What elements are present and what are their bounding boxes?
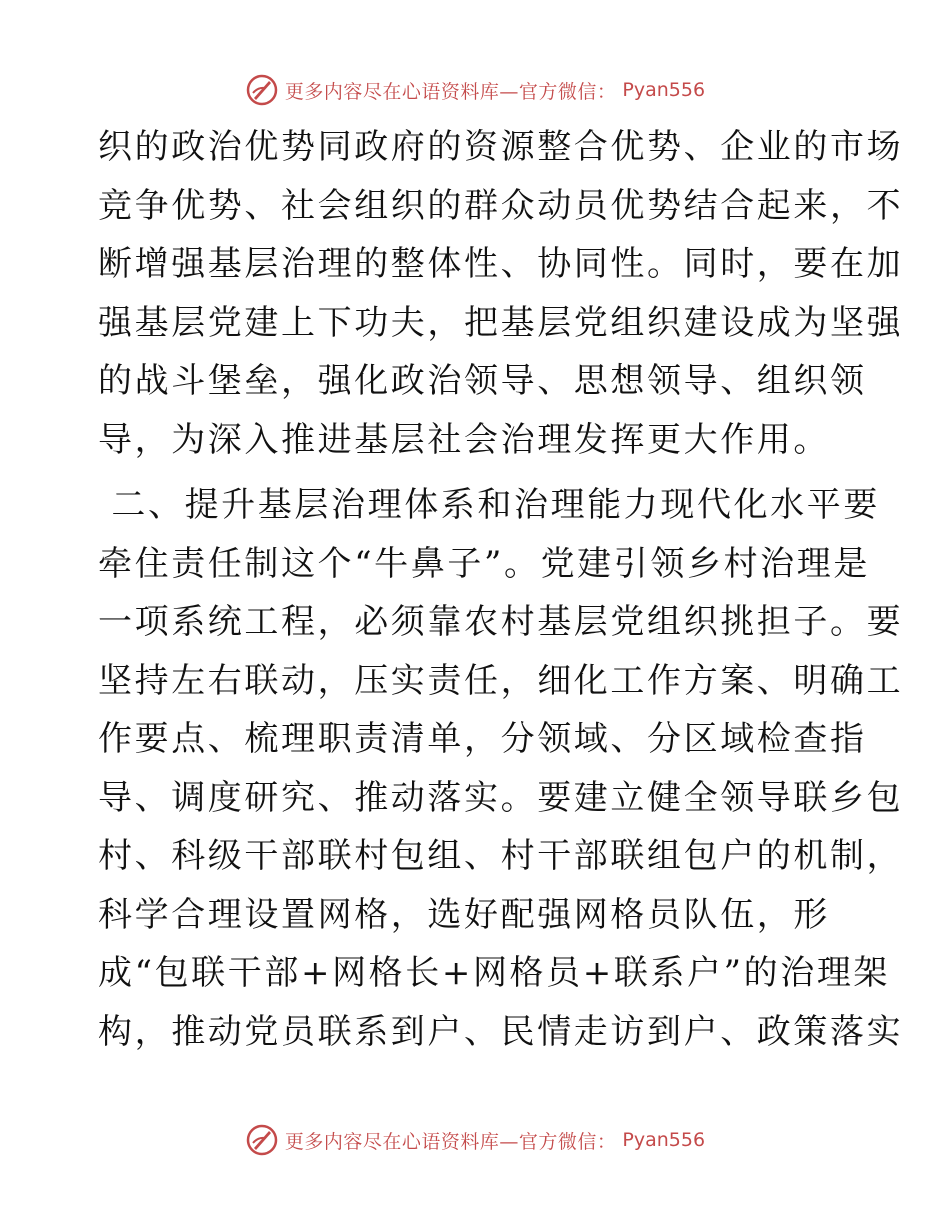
quill-logo-icon [245,1123,279,1157]
paragraph-2 [98,476,904,1061]
text-line: 导、调度研究、推动落实。要建立健全领导联乡包 [98,777,904,818]
watermark-account: Pyan556 [622,79,706,101]
text-line: 构，推动党员联系到户、民情走访到户、政策落实 [98,1011,904,1052]
text-line: 竞争优势、社会组织的群众动员优势结合起来，不 [98,185,904,226]
paragraph-1 [98,118,904,469]
text-line: 村、科级干部联村包组、村干部联组包户的机制， [98,836,904,876]
document-body [98,118,904,1061]
watermark-text: 更多内容尽在心语资料库—官方微信： [284,1130,617,1153]
footer-watermark [0,1120,950,1160]
text-line: 一项系统工程，必须靠农村基层党组织挑担子。要 [98,602,904,642]
text-line: 牵住责任制这个“牛鼻子”。党建引领乡村治理是 [98,543,870,584]
quill-logo-icon [245,73,279,107]
text-line: 织的政治优势同政府的资源整合优势、企业的市场 [98,127,904,167]
text-line: 强基层党建上下功夫，把基层党组织建设成为坚强 [98,302,904,343]
text-line: 导，为深入推进基层社会治理发挥更大作用。 [98,419,830,460]
section-heading-line: 二、提升基层治理体系和治理能力现代化水平要 [98,485,881,525]
watermark-account: Pyan556 [622,1129,706,1151]
text-line: 成“包联干部+网格长+网格员+联系户”的治理架 [98,953,891,993]
text-line: 坚持左右联动，压实责任，细化工作方案、明确工 [98,660,904,701]
text-line: 作要点、梳理职责清单，分领域、分区域检查指 [98,719,867,759]
text-line: 断增强基层治理的整体性、协同性。同时，要在加 [98,244,904,284]
text-line: 的战斗堡垒，强化政治领导、思想领导、组织领 [98,361,867,401]
text-line: 科学合理设置网格，选好配强网格员队伍，形 [98,894,830,935]
header-watermark [0,70,950,110]
watermark-text: 更多内容尽在心语资料库—官方微信： [284,80,617,103]
